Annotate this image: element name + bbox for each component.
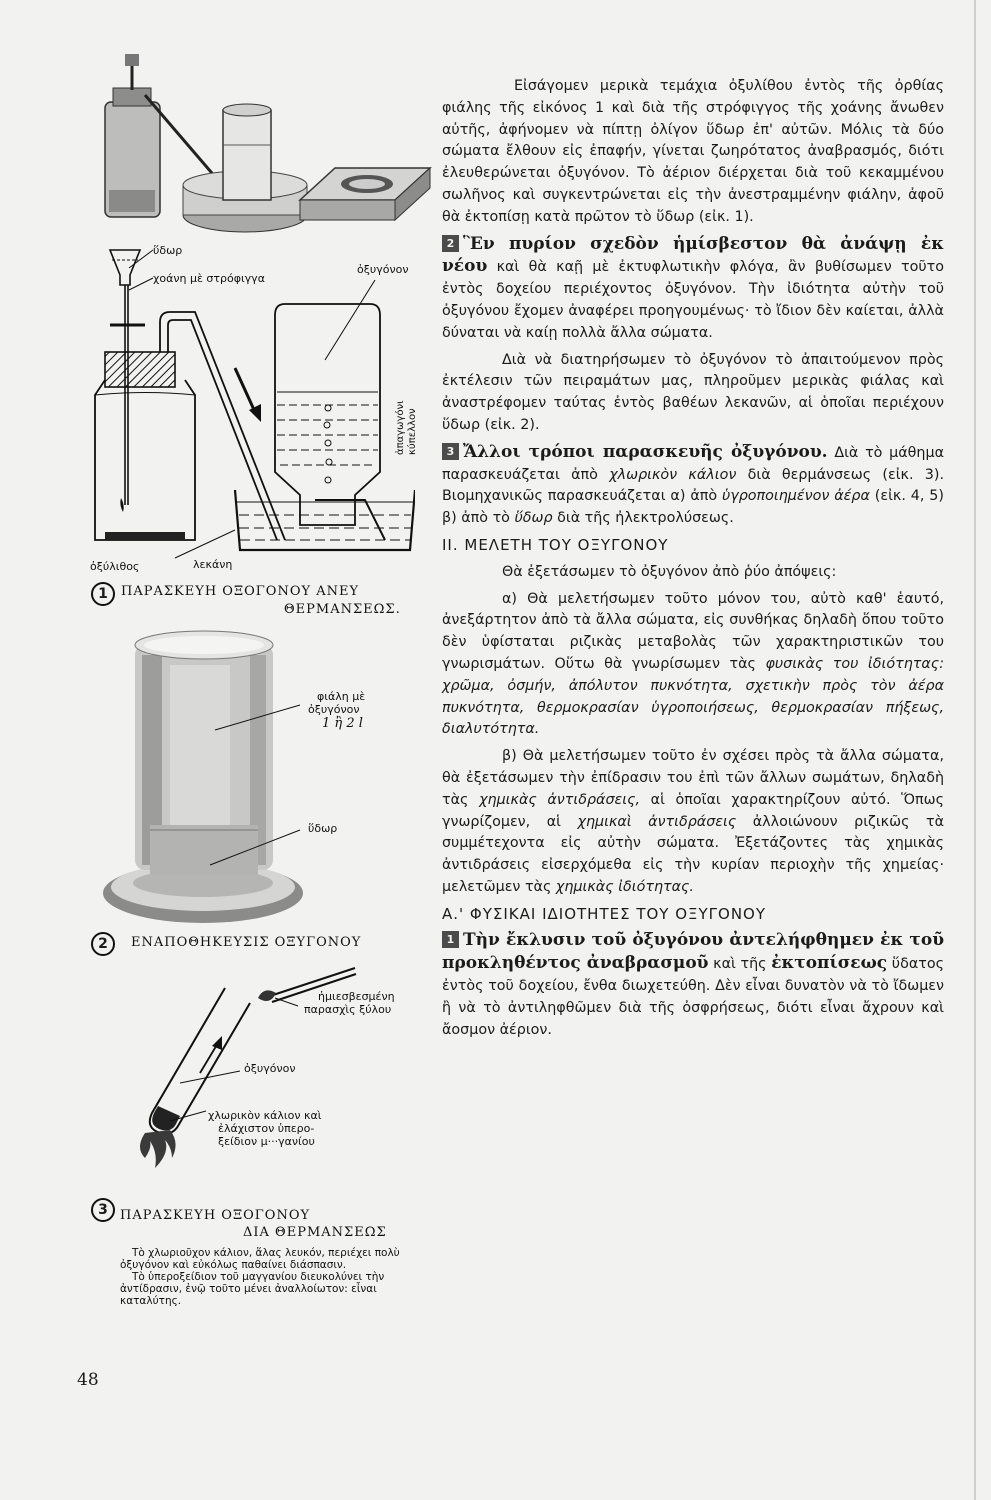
section-3-heading: Ἄλλοι τρόποι παρασκευῆς ὀξυγόνου. <box>463 441 828 462</box>
fig3-label-oxygen: ὀξυγόνον <box>244 1062 296 1075</box>
fig1-label-basin: λεκάνη <box>193 558 233 571</box>
page-number: 48 <box>77 1370 99 1390</box>
fig3-label-mix-3: ξείδιον μ···γανίου <box>218 1135 315 1148</box>
fig1-label-funnel: χοάνη μὲ στρόφιγγα <box>153 272 265 285</box>
section-2-text: καὶ θὰ καῇ μὲ ἐκτυφλωτικὴν φλόγα, ἂν βυθίσωμεν τοῦτο ἐντὸς δοχείου περιέχοντος ὀξυγόνον. Τὴν ἰδιότητα αὐτὴν τοῦ ὀξυγόνου ἔχομεν ἀναφέρει προηγουμένως· τὸ ἴδιον δὲν καίεται, ἀλλὰ δύναται νὰ καίῃ πολλὰ ἄλλα σώματα. <box>442 259 944 341</box>
section-3-number: 3 <box>442 443 459 460</box>
section-3-text-4: διὰ τῆς ἠλεκτρολύσεως. <box>557 510 734 527</box>
figure-3-number: 3 <box>91 1198 115 1222</box>
fig1-label-shelf: ἀπαγωγόνι κύπελλον <box>395 400 418 455</box>
figure-3-caption-line2: ΔΙΑ ΘΕΡΜΑΝΣΕΩΣ <box>243 1225 387 1240</box>
page-edge <box>974 0 976 1500</box>
section-3-italic-3: ὕδωρ <box>514 510 553 527</box>
section-3-italic-1: χλωρικὸν κάλιον <box>609 466 737 483</box>
figure-2-caption: ΕΝΑΠΟΘΗΚΕΥΣΙΣ ΟΞΥΓΟΝΟΥ <box>131 935 362 950</box>
fig2-label-bottle-3: 1 ἢ 2 l <box>322 716 363 731</box>
figure-1-number: 1 <box>91 582 115 606</box>
section-2-heading: Ἓν πυρίον σχεδὸν ἡμίσβεστον θὰ ἀνάψῃ ἐκ νέου <box>442 233 944 277</box>
section-1-bold-2: ἐκτοπίσεως <box>771 953 888 974</box>
section-3-paragraph <box>442 442 944 530</box>
paragraph-5 <box>442 589 944 742</box>
fig3-label-splint-2: παρασχὶς ξύλου <box>304 1003 392 1016</box>
paragraph-6-italic-2: χημικαὶ ἀντιδράσεις <box>577 813 737 830</box>
section-1-text-2: ὕδατος ἐντὸς τοῦ δοχείου, ἔνθα διωχετεύθη. Δὲν εἶναι δυνατὸν νὰ τὸ ἴδωμεν ἢ νὰ τὸ ἀντιληφθῶμεν διὰ τῆς ὀσφρήσεως, διότι εἶναι ἄχρουν καὶ ἄοσμον ἀέριον. <box>442 956 944 1038</box>
paragraph-3: Διὰ νὰ διατηρήσωμεν τὸ ὀξυγόνον τὸ ἀπαιτούμενον πρὸς ἐκτέλεσιν τῶν πειραμάτων μας, πληροῦμεν μερικὰς φιάλας καὶ ἀναστρέφομεν ταύτας ἐντὸς βαθέων λεκανῶν, αἱ ὁποῖαι περιέχουν ὕδωρ (εἰκ. 2). <box>442 351 944 433</box>
fig3-label-splint-1: ἡμιεσβεσμένη <box>318 990 395 1003</box>
fig2-label-bottle-1: φιάλη μὲ <box>317 690 366 703</box>
paragraph-6-text-2: αἱ ὁποῖαι χαρακτηρίζουν αὐτό. Ὅπως γνωρίζομεν, αἱ <box>442 791 945 830</box>
figure-1-caption-line2: ΘΕΡΜΑΝΣΕΩΣ. <box>284 602 401 617</box>
paragraph-6-text-3: ἀλλοιώνουν ριζικῶς τὰ συμμέτεχοντα εἰς αὐτὴν σώματα. Ἐξετάζοντες τὰς χημικὰς ἀντιδράσεις εἰσερχόμεθα εἰς τὴν κυρίαν περιοχὴν τῆς χημείας· μελετῶμεν τὰς <box>442 813 944 895</box>
paragraph-6-text-1: β) Θὰ μελετήσωμεν τοῦτο ἐν σχέσει πρὸς τὰ ἄλλα σώματα, θὰ ἐξετάσωμεν τὴν ἐπίδρασιν του ἐπὶ τῶν ἄλλων σωμάτων, δηλαδὴ τὰς <box>442 748 944 808</box>
fig1-label-water: ὕδωρ <box>153 244 183 257</box>
figure-1-caption-line1: ΠΑΡΑΣΚΕΥΗ ΟΞΟΓΟΝΟΥ ΑΝΕΥ <box>121 584 360 599</box>
section-1-paragraph <box>442 930 944 1041</box>
figure-3-note <box>120 1247 420 1307</box>
paragraph-5-italic: φυσικὰς του ἰδιότητας: χρῶμα, ὀσμήν, ἀπόλυτον πυκνότητα, σχετικὴν πρὸς τὸν ἀέρα πυκνότητα, θερμοκρασίαν ὑγροποιήσεως, θερμοκρασίαν πήξεως, διαλυτότητα. <box>442 655 945 738</box>
section-3-text-1: Διὰ τὸ μάθημα παρασκευάζεται ἀπὸ <box>442 444 945 483</box>
section-2-number: 2 <box>442 235 459 252</box>
figure-3-caption-line1: ΠΑΡΑΣΚΕΥΗ ΟΞΟΓΟΝΟΥ <box>120 1208 311 1223</box>
fig1-label-oxygen: ὀξυγόνον <box>357 263 409 276</box>
paragraph-5-text: α) Θὰ μελετήσωμεν τοῦτο μόνον του, αὐτὸ καθ' ἑαυτό, ἀνεξάρτητον ἀπὸ τὰ ἄλλα σώματα, εἰς συνθήκας δηλαδὴ ὅπου τοῦτο δὲν ὑφίσταται ριζικὰς μεταβολὰς τῶν χαρακτηριστικῶν του γνωρισμάτων. Οὕτω θὰ γνωρίσωμεν τὰς <box>442 590 944 672</box>
section-3-text-3: (εἰκ. 4, 5) β) ἀπὸ τὸ <box>442 488 944 527</box>
section-1-heading: Τὴν ἔκλυσιν τοῦ ὀξυγόνου ἀντελήφθημεν ἐκ τοῦ προκληθέντος ἀναβρασμοῦ <box>442 930 944 974</box>
paragraph-6-italic-3: χημικὰς ἰδιότητας. <box>555 878 694 895</box>
paragraph-1: Εἰσάγομεν μερικὰ τεμάχια ὀξυλίθου ἐντὸς τῆς ὀρθίας φιάλης τῆς εἰκόνος 1 καὶ διὰ τῆς στρόφιγγος τῆς χοάνης ἄνωθεν αὐτῆς, ἀφήνομεν νὰ πίπτῃ ὀλίγον ὕδωρ ἐπ' αὐτῶν. Μόλις τὰ δύο σώματα ἔλθουν εἰς ἐπαφήν, γίνεται ζωηρότατος ἀναβρασμός, διότι ἐλευθερώνεται ὀξυγόνον. Τὸ ἀέριον διέρχεται διὰ τοῦ κεκαμμένου σωλῆνος καὶ συγκεντρώνεται εἰς τὴν ἀνεστραμμένην φιάλην, ἀφοῦ θὰ ἐκτοπίσῃ κατὰ πρῶτον τὸ ὕδωρ (εἰκ. 1). <box>442 78 944 225</box>
section-3-text-2: διὰ θερμάνσεως (εἰκ. 3). Βιομηχανικῶς παρασκευάζεται α) ἀπὸ <box>442 466 945 505</box>
paragraph-6-italic-1: χημικὰς ἀντιδράσεις, <box>479 791 641 808</box>
section-1-number: 1 <box>442 931 459 948</box>
figure-2-number: 2 <box>91 932 115 956</box>
figure-3-note-p2: Τὸ ὑπεροξείδιον τοῦ μαγγανίου διευκολύνει τὴν ἀντίδρασιν, ἐνῷ τοῦτο μένει ἀναλλοίωτον: εἶναι καταλύτης. <box>120 1271 385 1307</box>
fig3-label-mix-1: χλωρικὸν κάλιον καὶ <box>208 1109 322 1122</box>
figure-1-photo <box>95 50 435 235</box>
fig3-label-mix-2: ἐλάχιστον ὑπερο- <box>218 1122 315 1135</box>
fig2-label-bottle-2: ὀξυγόνον <box>308 703 360 716</box>
heading-study-oxygen: ΙΙ. ΜΕΛΕΤΗ ΤΟΥ ΟΞΥΓΟΝΟΥ <box>442 535 669 554</box>
section-2-paragraph <box>442 234 944 345</box>
paragraph-6 <box>442 746 944 899</box>
fig2-label-water: ὕδωρ <box>308 822 338 835</box>
heading-physical-properties: Α.' ΦΥΣΙΚΑΙ ΙΔΙΟΤΗΤΕΣ ΤΟΥ ΟΞΥΓΟΝΟΥ <box>442 904 767 923</box>
section-1-text-1: καὶ τῆς <box>713 956 767 973</box>
paragraph-4: Θὰ ἐξετάσωμεν τὸ ὀξυγόνον ἀπὸ ῥύο ἀπόψεις: <box>502 563 837 580</box>
fig1-label-oxylith: ὀξύλιθος <box>90 560 140 573</box>
figure-2-photo <box>100 625 305 925</box>
figure-3-note-p1: Τὸ χλωριοῦχον κάλιον, ἅλας λευκόν, περιέχει πολὺ ὀξυγόνον καὶ εὐκόλως παθαίνει διάσπασιν. <box>120 1247 400 1271</box>
main-text-column <box>442 76 944 1046</box>
figure-1-diagram <box>85 240 415 565</box>
section-3-italic-2: ὑγροποιημένον ἀέρα <box>722 488 870 505</box>
